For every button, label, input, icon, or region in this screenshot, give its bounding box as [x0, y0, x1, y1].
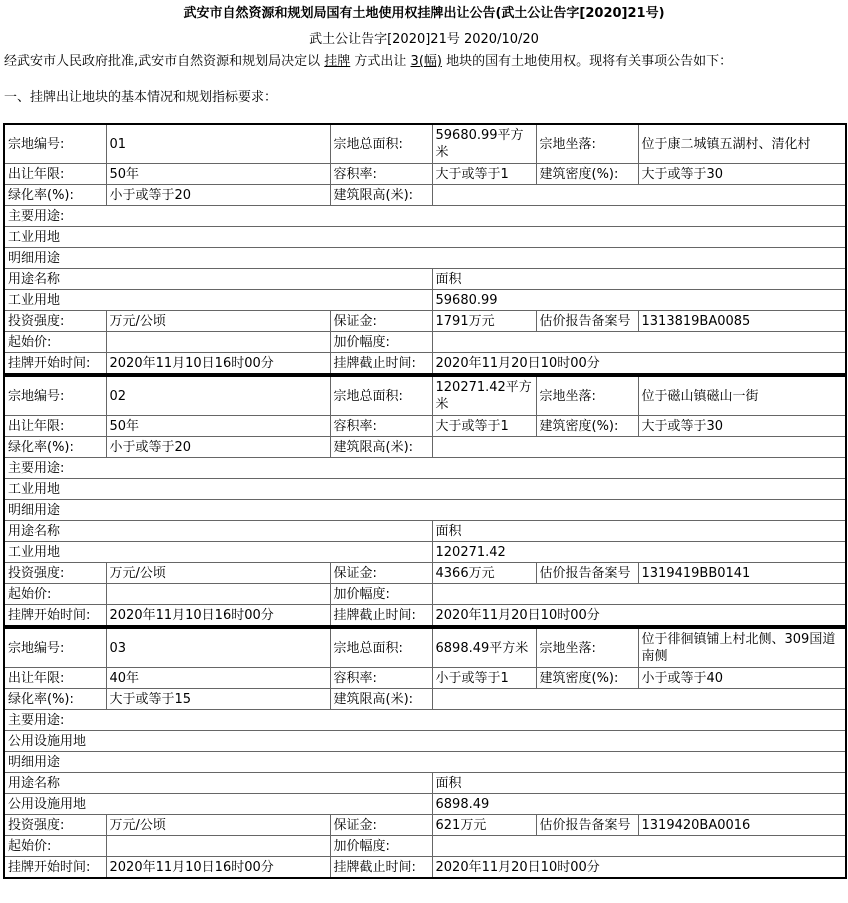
label-main-use: 主要用途:: [4, 710, 846, 731]
table-row: [4, 689, 846, 710]
table-row: [4, 248, 846, 269]
table-row: [4, 185, 846, 206]
listing-end: 2020年11月20日10时00分: [432, 605, 846, 627]
table-row: [4, 269, 846, 290]
label-location: 宗地坐落:: [536, 628, 638, 668]
label-density: 建筑密度(%):: [536, 668, 638, 689]
label-green: 绿化率(%):: [4, 185, 106, 206]
table-row: [4, 376, 846, 416]
main-use: 工业用地: [4, 479, 846, 500]
label-increment: 加价幅度:: [330, 584, 432, 605]
deposit: 4366万元: [432, 563, 536, 584]
height: [432, 689, 846, 710]
label-area: 面积: [432, 773, 846, 794]
table-row: [4, 542, 846, 563]
table-row: [4, 668, 846, 689]
label-listing-end: 挂牌截止时间:: [330, 605, 432, 627]
label-appraisal: 估价报告备案号: [536, 563, 638, 584]
table-row: [4, 731, 846, 752]
main-use: 工业用地: [4, 227, 846, 248]
label-main-use: 主要用途:: [4, 206, 846, 227]
listing-end: 2020年11月20日10时00分: [432, 353, 846, 375]
increment: [432, 836, 846, 857]
listing-end: 2020年11月20日10时00分: [432, 857, 846, 879]
label-parcel-no: 宗地编号:: [4, 376, 106, 416]
table-row: [4, 500, 846, 521]
label-far: 容积率:: [330, 416, 432, 437]
density: 大于或等于30: [638, 416, 846, 437]
deposit: 621万元: [432, 815, 536, 836]
label-detail-use: 明细用途: [4, 500, 846, 521]
label-term: 出让年限:: [4, 416, 106, 437]
table-row: [4, 290, 846, 311]
label-area: 面积: [432, 269, 846, 290]
intro-suffix: 地块的国有土地使用权。现将有关事项公告如下：: [441, 54, 733, 69]
label-parcel-no: 宗地编号:: [4, 628, 106, 668]
label-deposit: 保证金:: [330, 563, 432, 584]
label-height: 建筑限高(米):: [330, 185, 432, 206]
table-row: [4, 752, 846, 773]
label-term: 出让年限:: [4, 668, 106, 689]
table-row: [4, 584, 846, 605]
label-listing-start: 挂牌开始时间:: [4, 605, 106, 627]
increment: [432, 332, 846, 353]
label-appraisal: 估价报告备案号: [536, 815, 638, 836]
parcel-table: [3, 627, 847, 879]
table-row: [4, 479, 846, 500]
use-area: 59680.99: [432, 290, 846, 311]
label-location: 宗地坐落:: [536, 376, 638, 416]
term: 50年: [106, 164, 330, 185]
listing-start: 2020年11月10日16时00分: [106, 857, 330, 879]
appraisal-no: 1319420BA0016: [638, 815, 846, 836]
label-listing-start: 挂牌开始时间:: [4, 857, 106, 879]
height: [432, 185, 846, 206]
label-density: 建筑密度(%):: [536, 416, 638, 437]
use-name: 工业用地: [4, 290, 432, 311]
label-main-use: 主要用途:: [4, 458, 846, 479]
notice-number-date: 武土公让告字[2020]21号 2020/10/20: [309, 32, 539, 47]
table-row: [4, 857, 846, 879]
label-increment: 加价幅度:: [330, 836, 432, 857]
table-row: [4, 227, 846, 248]
label-far: 容积率:: [330, 668, 432, 689]
increment: [432, 584, 846, 605]
label-investment: 投资强度:: [4, 815, 106, 836]
investment-unit: 万元/公顷: [106, 815, 330, 836]
start-price: [106, 836, 330, 857]
label-term: 出让年限:: [4, 164, 106, 185]
far: 大于或等于1: [432, 416, 536, 437]
appraisal-no: 1313819BA0085: [638, 311, 846, 332]
green: 小于或等于20: [106, 185, 330, 206]
use-area: 6898.49: [432, 794, 846, 815]
table-row: [4, 836, 846, 857]
label-listing-start: 挂牌开始时间:: [4, 353, 106, 375]
start-price: [106, 332, 330, 353]
parcel-no: 03: [106, 628, 330, 668]
use-name: 公用设施用地: [4, 794, 432, 815]
label-increment: 加价幅度:: [330, 332, 432, 353]
label-investment: 投资强度:: [4, 311, 106, 332]
label-start-price: 起始价:: [4, 584, 106, 605]
label-deposit: 保证金:: [330, 815, 432, 836]
parcel-tables: [3, 123, 845, 879]
label-total-area: 宗地总面积:: [330, 124, 432, 164]
label-appraisal: 估价报告备案号: [536, 311, 638, 332]
start-price: [106, 584, 330, 605]
label-area: 面积: [432, 521, 846, 542]
label-location: 宗地坐落:: [536, 124, 638, 164]
label-start-price: 起始价:: [4, 836, 106, 857]
label-detail-use: 明细用途: [4, 752, 846, 773]
table-row: [4, 563, 846, 584]
investment-unit: 万元/公顷: [106, 563, 330, 584]
table-row: [4, 124, 846, 164]
appraisal-no: 1319419BB0141: [638, 563, 846, 584]
deposit: 1791万元: [432, 311, 536, 332]
total-area: 6898.49平方米: [432, 628, 536, 668]
green: 大于或等于15: [106, 689, 330, 710]
total-area: 120271.42平方米: [432, 376, 536, 416]
term: 50年: [106, 416, 330, 437]
table-row: [4, 628, 846, 668]
label-density: 建筑密度(%):: [536, 164, 638, 185]
table-row: [4, 815, 846, 836]
listing-start: 2020年11月10日16时00分: [106, 353, 330, 375]
table-row: [4, 311, 846, 332]
label-parcel-no: 宗地编号:: [4, 124, 106, 164]
location: 位于康二城镇五湖村、清化村: [638, 124, 846, 164]
table-row: [4, 773, 846, 794]
label-detail-use: 明细用途: [4, 248, 846, 269]
label-deposit: 保证金:: [330, 311, 432, 332]
table-row: [4, 437, 846, 458]
label-height: 建筑限高(米):: [330, 689, 432, 710]
term: 40年: [106, 668, 330, 689]
main-use: 公用设施用地: [4, 731, 846, 752]
page-title: 武安市自然资源和规划局国有土地使用权挂牌出让公告(武土公让告字[2020]21号): [183, 6, 665, 21]
location: 位于磁山镇磁山一街: [638, 376, 846, 416]
section-heading: 一、挂牌出让地块的基本情况和规划指标要求：: [4, 90, 278, 105]
table-row: [4, 458, 846, 479]
parcel-no: 01: [106, 124, 330, 164]
label-green: 绿化率(%):: [4, 437, 106, 458]
intro-count: 3(幅): [410, 54, 442, 69]
intro-paragraph: [4, 52, 848, 72]
table-row: [4, 521, 846, 542]
label-use-name: 用途名称: [4, 269, 432, 290]
table-row: [4, 353, 846, 375]
table-row: [4, 605, 846, 627]
far: 大于或等于1: [432, 164, 536, 185]
table-row: [4, 164, 846, 185]
table-row: [4, 332, 846, 353]
far: 小于或等于1: [432, 668, 536, 689]
table-row: [4, 206, 846, 227]
density: 小于或等于40: [638, 668, 846, 689]
investment-unit: 万元/公顷: [106, 311, 330, 332]
label-listing-end: 挂牌截止时间:: [330, 857, 432, 879]
table-row: [4, 710, 846, 731]
label-listing-end: 挂牌截止时间:: [330, 353, 432, 375]
table-row: [4, 416, 846, 437]
intro-mid: 方式出让: [350, 54, 411, 69]
intro-prefix: 经武安市人民政府批准,武安市自然资源和规划局决定以: [4, 54, 325, 69]
use-area: 120271.42: [432, 542, 846, 563]
label-total-area: 宗地总面积:: [330, 376, 432, 416]
label-use-name: 用途名称: [4, 773, 432, 794]
total-area: 59680.99平方米: [432, 124, 536, 164]
label-investment: 投资强度:: [4, 563, 106, 584]
table-row: [4, 794, 846, 815]
intro-method: 挂牌: [324, 54, 351, 69]
use-name: 工业用地: [4, 542, 432, 563]
label-height: 建筑限高(米):: [330, 437, 432, 458]
label-green: 绿化率(%):: [4, 689, 106, 710]
green: 小于或等于20: [106, 437, 330, 458]
parcel-table: [3, 123, 847, 375]
location: 位于徘徊镇铺上村北侧、309国道南侧: [638, 628, 846, 668]
parcel-table: [3, 375, 847, 627]
density: 大于或等于30: [638, 164, 846, 185]
listing-start: 2020年11月10日16时00分: [106, 605, 330, 627]
label-use-name: 用途名称: [4, 521, 432, 542]
height: [432, 437, 846, 458]
label-total-area: 宗地总面积:: [330, 628, 432, 668]
label-far: 容积率:: [330, 164, 432, 185]
parcel-no: 02: [106, 376, 330, 416]
label-start-price: 起始价:: [4, 332, 106, 353]
